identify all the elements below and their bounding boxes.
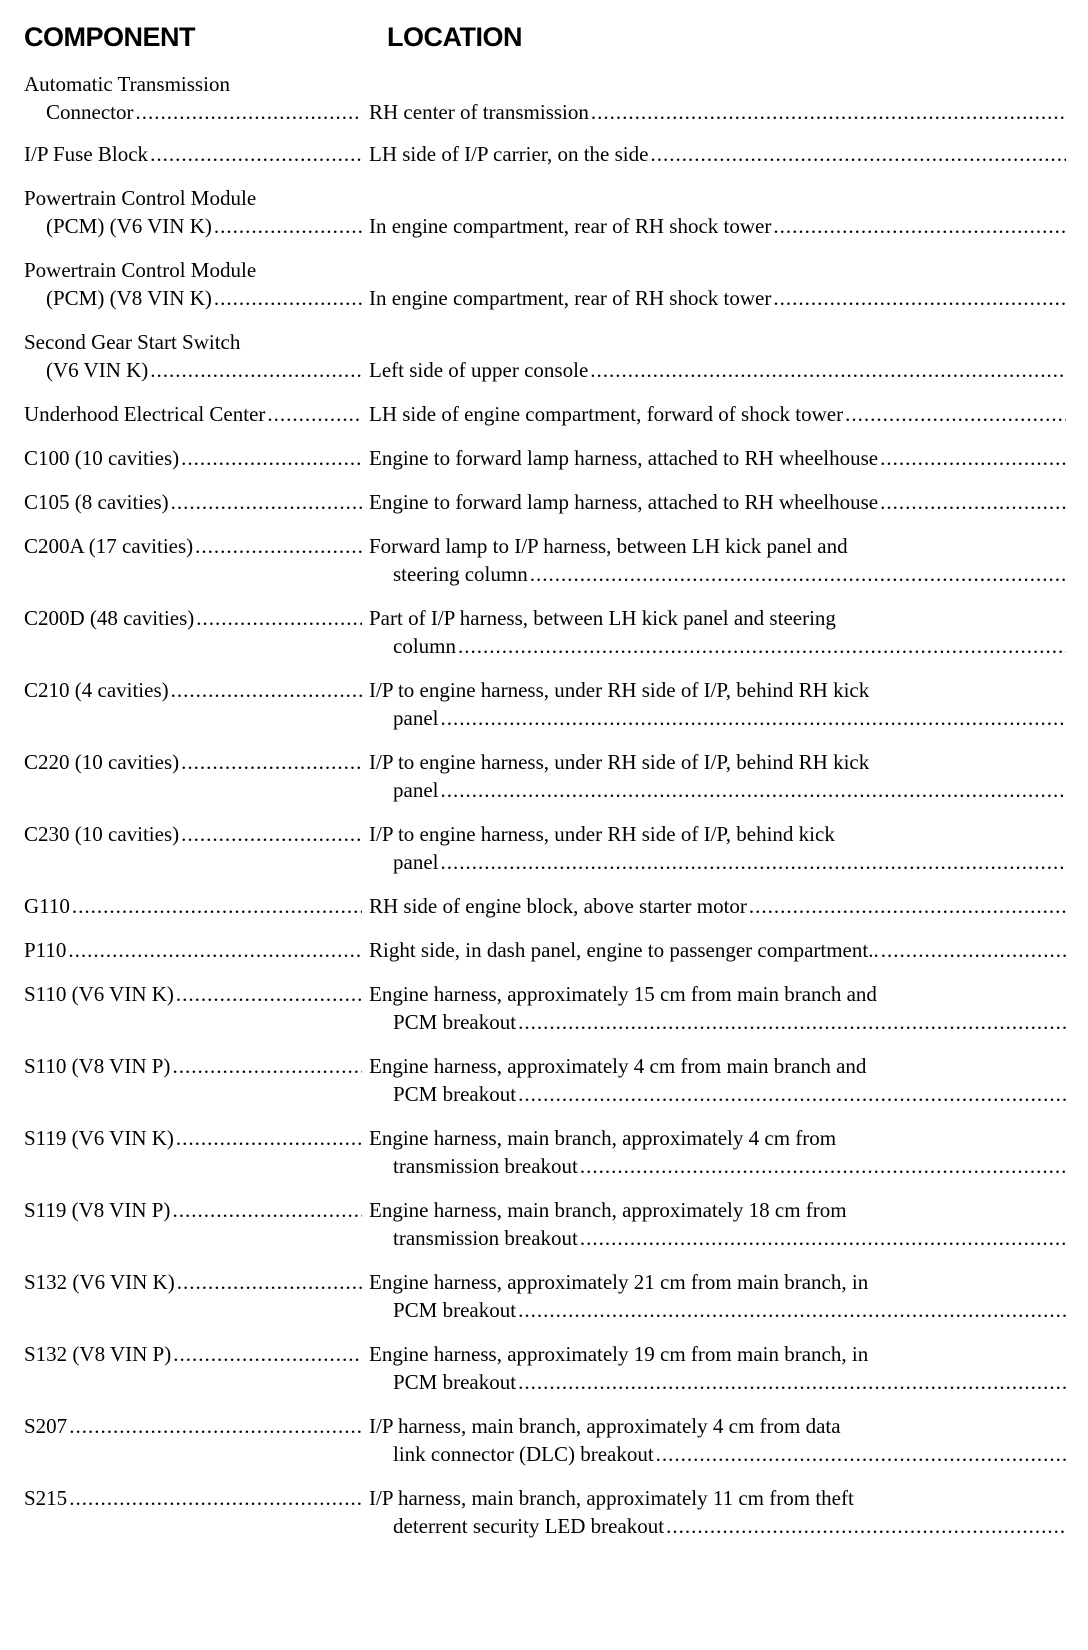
location-text: Left side of upper console — [369, 358, 589, 382]
component-text: S119 (V8 VIN P) — [24, 1198, 171, 1222]
location-text: Part of I/P harness, between LH kick panel and steering — [369, 606, 836, 630]
component-cell — [24, 1052, 362, 1080]
location-cell — [369, 1268, 1066, 1324]
component-text: Second Gear Start Switch — [24, 330, 241, 354]
leader-dots — [172, 1196, 362, 1224]
leader-dots — [880, 488, 1066, 516]
component-text: I/P Fuse Block — [24, 142, 149, 166]
location-text: Engine harness, approximately 19 cm from main branch, in — [369, 1342, 869, 1366]
component-text: S132 (V8 VIN P) — [24, 1342, 172, 1366]
leader-dots — [440, 848, 1066, 876]
leader-dots — [150, 140, 362, 168]
component-text: (V6 VIN K) — [46, 358, 149, 382]
table-row — [24, 532, 1066, 588]
leader-dots — [171, 488, 362, 516]
table-row — [24, 604, 1066, 660]
leader-dots — [176, 1124, 362, 1152]
location-cell — [369, 748, 1066, 804]
leader-dots — [171, 676, 362, 704]
component-cell — [24, 1340, 362, 1368]
location-text: transmission breakout — [393, 1226, 578, 1250]
table-row — [24, 140, 1066, 168]
location-cell — [369, 1412, 1066, 1468]
component-cell — [24, 604, 362, 632]
leader-dots — [195, 532, 362, 560]
leader-dots — [69, 1484, 362, 1512]
table-row — [24, 70, 1066, 126]
location-text: I/P harness, main branch, approximately 4 cm from data — [369, 1414, 841, 1438]
location-text: link connector (DLC) breakout — [393, 1442, 654, 1466]
component-text: S110 (V8 VIN P) — [24, 1054, 171, 1078]
component-text: Connector — [46, 100, 134, 124]
table-header — [24, 22, 1064, 62]
location-cell — [369, 936, 1066, 964]
component-text: Underhood Electrical Center — [24, 402, 266, 426]
leader-dots — [591, 98, 1066, 126]
leader-dots — [172, 1052, 362, 1080]
location-text: column — [393, 634, 456, 658]
component-text: Powertrain Control Module — [24, 186, 257, 210]
location-text: deterrent security LED breakout — [393, 1514, 665, 1538]
location-text: I/P harness, main branch, approximately 11 cm from theft — [369, 1486, 854, 1510]
component-cell — [24, 70, 362, 126]
location-text: LH side of engine compartment, forward of shock tower — [369, 402, 844, 426]
location-cell — [369, 488, 1066, 516]
location-cell — [369, 328, 1066, 384]
location-text: Engine harness, main branch, approximately 18 cm from — [369, 1198, 847, 1222]
component-column-header: COMPONENT — [24, 22, 195, 52]
leader-dots — [666, 1512, 1066, 1540]
location-text: Engine harness, main branch, approximately 4 cm from — [369, 1126, 837, 1150]
leader-dots — [580, 1152, 1066, 1180]
leader-dots — [880, 444, 1066, 472]
location-text: I/P to engine harness, under RH side of I/P, behind RH kick — [369, 750, 870, 774]
location-text: In engine compartment, rear of RH shock tower — [369, 286, 772, 310]
table-row — [24, 936, 1066, 964]
location-text: I/P to engine harness, under RH side of I/P, behind kick — [369, 822, 835, 846]
component-cell — [24, 676, 362, 704]
leader-dots — [773, 284, 1066, 312]
location-text: Engine to forward lamp harness, attached to RH wheelhouse — [369, 490, 879, 514]
leader-dots — [518, 1368, 1066, 1396]
location-text: In engine compartment, rear of RH shock tower — [369, 214, 772, 238]
table-row — [24, 676, 1066, 732]
component-text: C100 (10 cavities) — [24, 446, 180, 470]
component-cell — [24, 980, 362, 1008]
location-cell — [369, 676, 1066, 732]
leader-dots — [177, 1268, 362, 1296]
location-text: transmission breakout — [393, 1154, 578, 1178]
leader-dots — [135, 98, 362, 126]
leader-dots — [214, 284, 362, 312]
component-cell — [24, 140, 362, 168]
location-text: RH center of transmission — [369, 100, 589, 124]
component-cell — [24, 184, 362, 240]
table-row — [24, 892, 1066, 920]
leader-dots — [176, 980, 362, 1008]
location-text: LH side of I/P carrier, on the side — [369, 142, 649, 166]
leader-dots — [518, 1080, 1066, 1108]
leader-dots — [440, 704, 1066, 732]
component-text: S215 — [24, 1486, 68, 1510]
table-row — [24, 1052, 1066, 1108]
location-column-header: LOCATION — [387, 22, 522, 52]
leader-dots — [773, 212, 1066, 240]
leader-dots — [440, 776, 1066, 804]
leader-dots — [181, 444, 362, 472]
location-cell — [369, 140, 1066, 168]
component-cell — [24, 892, 362, 920]
leader-dots — [69, 1412, 362, 1440]
component-cell — [24, 532, 362, 560]
component-cell — [24, 1196, 362, 1224]
table-row — [24, 1412, 1066, 1468]
leader-dots — [656, 1440, 1066, 1468]
location-cell — [369, 400, 1066, 428]
leader-dots — [530, 560, 1066, 588]
component-cell — [24, 1124, 362, 1152]
component-cell — [24, 820, 362, 848]
component-text: Powertrain Control Module — [24, 258, 257, 282]
component-text: S119 (V6 VIN K) — [24, 1126, 174, 1150]
leader-dots — [749, 892, 1066, 920]
leader-dots — [181, 820, 362, 848]
location-cell — [369, 1340, 1066, 1396]
table-row — [24, 184, 1066, 240]
component-text: C200A (17 cavities) — [24, 534, 194, 558]
leader-dots — [580, 1224, 1066, 1252]
location-cell — [369, 892, 1066, 920]
table-row — [24, 1124, 1066, 1180]
leader-dots — [72, 892, 362, 920]
table-row — [24, 980, 1066, 1036]
component-cell — [24, 1484, 362, 1512]
table-row — [24, 488, 1066, 516]
component-cell — [24, 328, 362, 384]
component-cell — [24, 444, 362, 472]
table-row — [24, 748, 1066, 804]
location-text: panel — [393, 778, 439, 802]
leader-dots — [150, 356, 362, 384]
leader-dots — [458, 632, 1066, 660]
location-cell — [369, 1052, 1066, 1108]
location-cell — [369, 444, 1066, 472]
component-text: S110 (V6 VIN K) — [24, 982, 174, 1006]
leader-dots — [845, 400, 1066, 428]
component-cell — [24, 1412, 362, 1440]
leader-dots — [68, 936, 362, 964]
table-row — [24, 820, 1066, 876]
leader-dots — [196, 604, 362, 632]
component-cell — [24, 488, 362, 516]
location-text: PCM breakout — [393, 1298, 517, 1322]
location-cell — [369, 1124, 1066, 1180]
component-cell — [24, 1268, 362, 1296]
location-cell — [369, 70, 1066, 126]
location-text: PCM breakout — [393, 1010, 517, 1034]
leader-dots — [181, 748, 362, 776]
location-cell — [369, 1484, 1066, 1540]
location-cell — [369, 256, 1066, 312]
table-row — [24, 1268, 1066, 1324]
component-text: (PCM) (V6 VIN K) — [46, 214, 212, 238]
location-text: PCM breakout — [393, 1370, 517, 1394]
table-row — [24, 400, 1066, 428]
table-row — [24, 1340, 1066, 1396]
leader-dots — [173, 1340, 362, 1368]
table-row — [24, 328, 1066, 384]
location-text: Engine harness, approximately 4 cm from main branch and — [369, 1054, 867, 1078]
location-text: Engine harness, approximately 21 cm from main branch, in — [369, 1270, 869, 1294]
location-text: Engine to forward lamp harness, attached to RH wheelhouse — [369, 446, 879, 470]
location-cell — [369, 532, 1066, 588]
location-cell — [369, 820, 1066, 876]
component-text: S132 (V6 VIN K) — [24, 1270, 175, 1294]
location-text: I/P to engine harness, under RH side of I/P, behind RH kick — [369, 678, 870, 702]
location-cell — [369, 184, 1066, 240]
component-location-table — [24, 70, 1066, 1556]
component-cell — [24, 936, 362, 964]
leader-dots — [590, 356, 1066, 384]
leader-dots — [650, 140, 1066, 168]
component-cell — [24, 256, 362, 312]
location-cell — [369, 980, 1066, 1036]
component-text: C105 (8 cavities) — [24, 490, 169, 514]
leader-dots — [214, 212, 362, 240]
location-cell — [369, 604, 1066, 660]
component-text: (PCM) (V8 VIN K) — [46, 286, 212, 310]
leader-dots — [518, 1008, 1066, 1036]
component-cell — [24, 400, 362, 428]
component-text: C220 (10 cavities) — [24, 750, 180, 774]
location-text: PCM breakout — [393, 1082, 517, 1106]
location-text: panel — [393, 850, 439, 874]
location-text: RH side of engine block, above starter motor — [369, 894, 747, 918]
location-text: Forward lamp to I/P harness, between LH kick panel and — [369, 534, 848, 558]
component-text: G110 — [24, 894, 70, 918]
table-row — [24, 444, 1066, 472]
leader-dots — [518, 1296, 1066, 1324]
leader-dots — [267, 400, 362, 428]
component-text: S207 — [24, 1414, 68, 1438]
component-text: Automatic Transmission — [24, 72, 230, 96]
component-text: C230 (10 cavities) — [24, 822, 180, 846]
component-text: P110 — [24, 938, 67, 962]
location-cell — [369, 1196, 1066, 1252]
component-text: C210 (4 cavities) — [24, 678, 169, 702]
component-text: C200D (48 cavities) — [24, 606, 195, 630]
table-row — [24, 256, 1066, 312]
location-text: Right side, in dash panel, engine to passenger compartment.. — [369, 938, 879, 962]
leader-dots — [881, 936, 1066, 964]
component-cell — [24, 748, 362, 776]
location-text: Engine harness, approximately 15 cm from main branch and — [369, 982, 877, 1006]
table-row — [24, 1484, 1066, 1540]
location-text: steering column — [393, 562, 528, 586]
location-text: panel — [393, 706, 439, 730]
table-row — [24, 1196, 1066, 1252]
